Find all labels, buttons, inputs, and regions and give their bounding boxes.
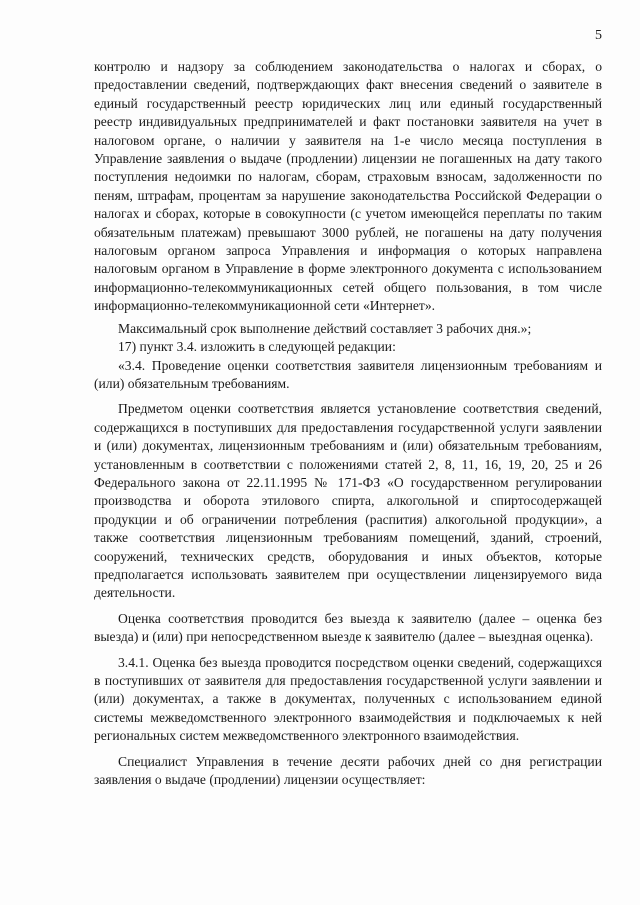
paragraph-continuation: контролю и надзору за соблюдением законодательства о налогах и сборах, о предоставлении сведений, подтверждающих факт внесения сведений о заявителе в единый государственный реестр юридических лиц или единый государственный реестр индивидуальных предпринимателей и факт постановки заявителя на учет в налоговом органе, о наличии у заявителя на 1-е число месяца поступления в Управление заявления о выдаче (продлении) лицензии не погашенных на дату такого поступления недоимки по налогам, сборам, страховым взносам, задолженности по пеням, штрафам, процентам за нарушение законодательства Российской Федерации о налогах и сборах, которые в совокупности (с учетом имеющейся переплаты по таким обязательным платежам) превышают 3000 рублей, не погашены на дату получения налоговым органом запроса Управления и информация о которых направлена налоговым органом в Управление в форме электронного документа с использованием информационно-телекоммуникационных сетей общего пользования, в том числе информационно-телекоммуникационной сети «Интернет». xyxy=(94,59,602,314)
paragraph-amendment-item: 17) пункт 3.4. изложить в следующей редакции: xyxy=(118,339,396,355)
paragraph-specialist-duties: Специалист Управления в течение десяти рабочих дней со дня регистрации заявления о выдаче (продлении) лицензии осуществляет: xyxy=(94,753,602,788)
paragraph-assessment-subject: Предметом оценки соответствия является установление соответствия сведений, содержащихся в поступивших для предоставления государственной услуги заявлении и (или) документах, лицензионным требованиям и (или) обязательным требованиям, установленным в соответствии с положениями статей 2, 8, 11, 16, 19, 20, 25 и 26 Федерального закона от 22.11.1995 № 171-ФЗ «О государственном регулировании производства и оборота этилового спирта, алкогольной и спиртосодержащей продукции и об ограничении потребления (распития) алкогольной продукции», а также соответствия лицензионным требованиям помещений, зданий, строений, сооружений, технических средств, оборудования и иных объектов, которые предполагается использовать заявителем при осуществлении лицензируемого вида деятельности. xyxy=(94,401,602,601)
page-number: 5 xyxy=(595,28,602,43)
paragraph-deadline: Максимальный срок выполнение действий составляет 3 рабочих дня.»; xyxy=(118,320,532,336)
document-body xyxy=(94,58,602,789)
paragraph-assessment-methods: Оценка соответствия проводится без выезда к заявителю (далее – оценка без выезда) и (или) при непосредственном выезде к заявителю (далее – выездная оценка). xyxy=(94,610,602,645)
paragraph-section-heading: «3.4. Проведение оценки соответствия заявителя лицензионным требованиям и (или) обязательным требованиям. xyxy=(94,357,602,391)
paragraph-remote-assessment: 3.4.1. Оценка без выезда проводится посредством оценки сведений, содержащихся в поступивших от заявителя для предоставления государственной услуги заявлении и (или) документах, а также в документах, полученных с использованием единой системы межведомственного электронного взаимодействия и подключаемых к ней региональных систем межведомственного электронного взаимодействия. xyxy=(94,654,602,744)
